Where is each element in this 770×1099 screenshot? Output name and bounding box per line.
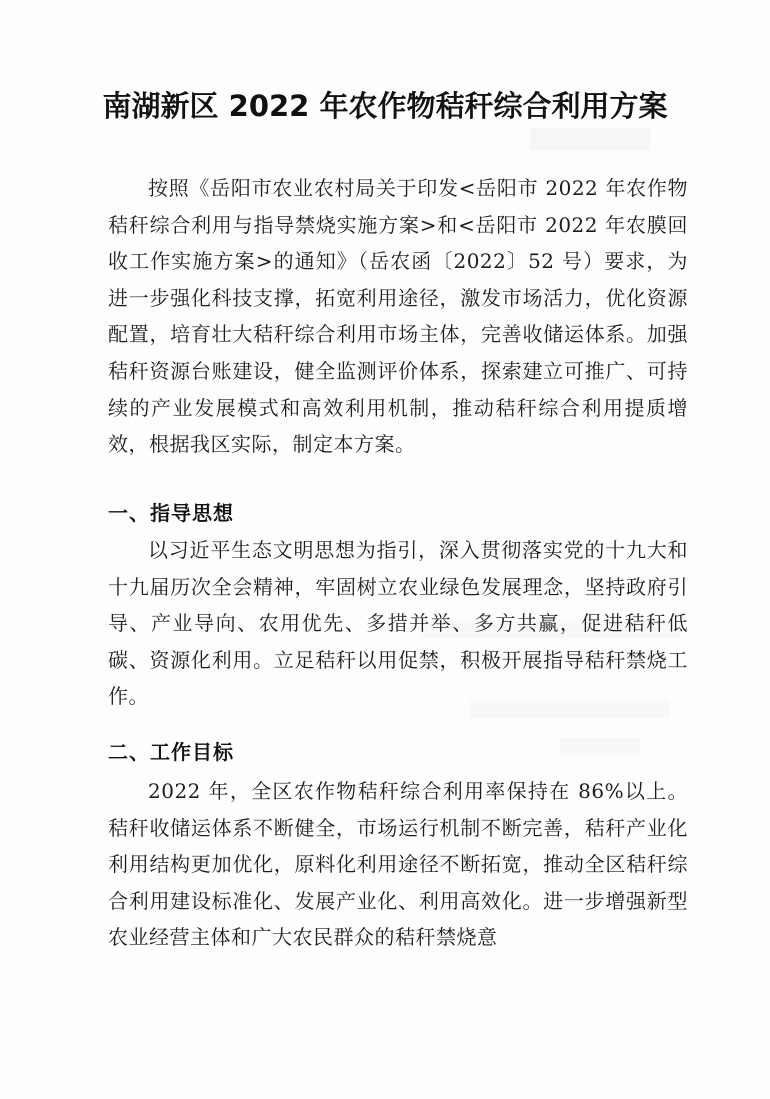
section-heading-guiding-ideology: 一、指导思想 — [108, 501, 234, 525]
intro-paragraph: 按照《岳阳市农业农村局关于印发<岳阳市 2022 年农作物秸秆综合利用与指导禁烧实施方案>和<岳阳市 2022 年农膜回收工作实施方案>的通知》（岳农函〔2022〕52 号）要求，为进一步强化科技支撑，拓宽利用途径，激发市场活力，优化资源配置，培育壮大秸秆综合利用市场主体，完善收储运体系。加强秸秆资源台账建设，健全监测评价体系，探索建立可推广、可持续的产业发展模式和高效利用机制，推动秸秆综合利用提质增效，根据我区实际，制定本方案。 — [108, 176, 688, 457]
section-heading-work-goals: 二、工作目标 — [108, 740, 234, 764]
document-title: 南湖新区 2022 年农作物秸秆综合利用方案 — [102, 89, 668, 123]
section-block-work-goals — [108, 773, 688, 956]
section-block-guiding-ideology — [108, 532, 688, 715]
bleed-through-texture — [530, 128, 650, 150]
section-paragraph-work-goals: 2022 年，全区农作物秸秆综合利用率保持在 86%以上。秸秆收储运体系不断健全，市场运行机制不断完善，秸秆产业化利用结构更加优化，原料化利用途径不断拓宽，推动全区秸秆综合利用建设标准化、发展产业化、利用高效化。进一步增强新型农业经营主体和广大农民群众的秸秆禁烧意 — [108, 779, 688, 950]
intro-block — [108, 170, 688, 463]
bleed-through-texture — [560, 738, 640, 756]
section-paragraph-guiding-ideology: 以习近平生态文明思想为指引，深入贯彻落实党的十九大和十九届历次全会精神，牢固树立农业绿色发展理念，坚持政府引导、产业导向、农用优先、多措并举、多方共赢，促进秸秆低碳、资源化利用。立足秸秆以用促禁，积极开展指导秸秆禁烧工作。 — [108, 538, 688, 709]
